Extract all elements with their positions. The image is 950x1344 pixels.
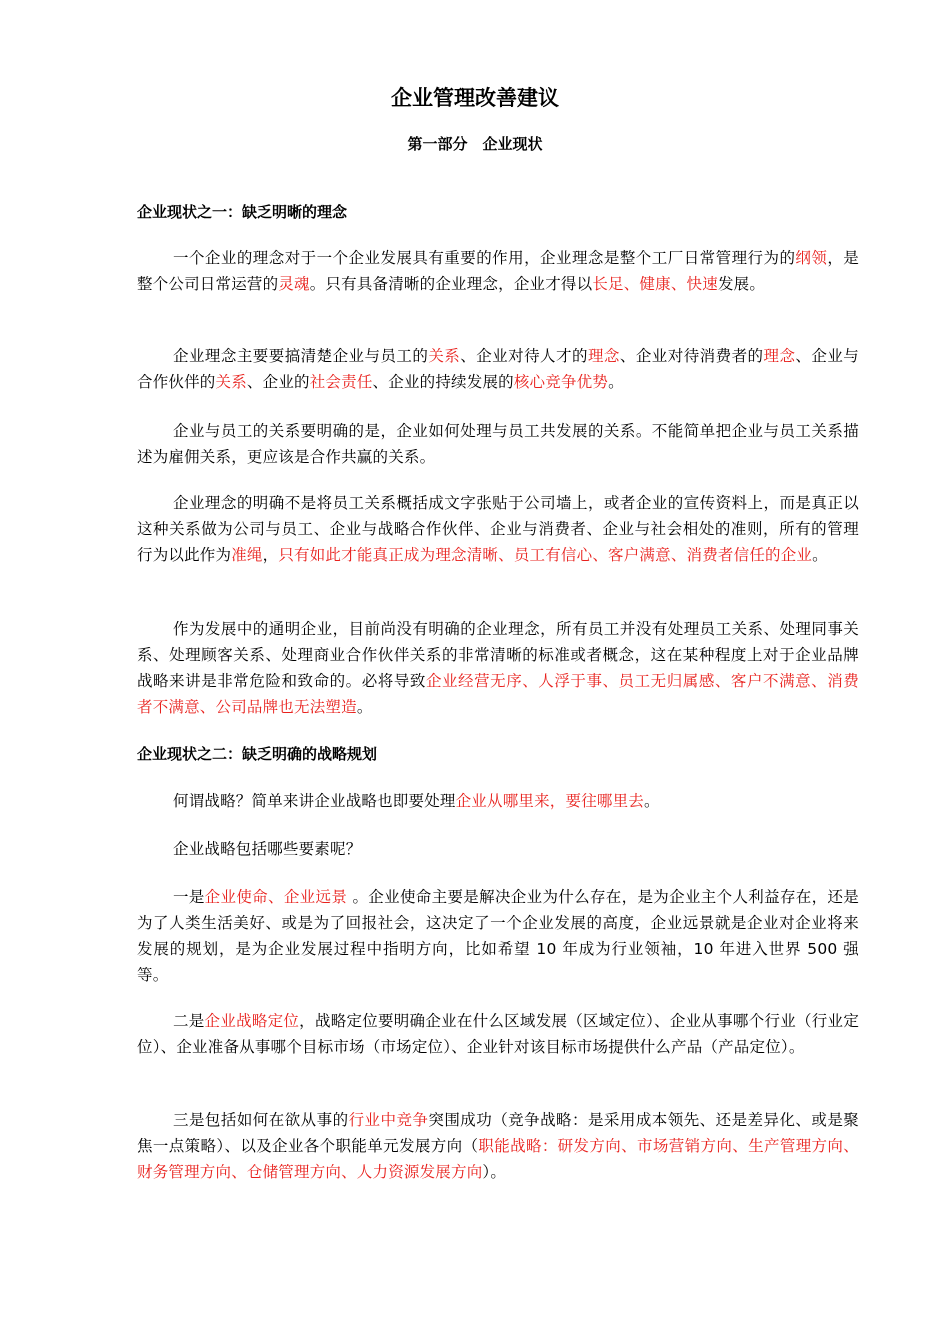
paragraph — [137, 616, 859, 720]
text-segment: 、企业的持续发展的 — [372, 373, 514, 391]
highlighted-text: 只有如此才能真正成为理念清晰、员工有信心、客户满意、消费者信任的企业 — [278, 546, 813, 564]
paragraph — [137, 245, 859, 297]
paragraph — [137, 343, 859, 395]
text-segment: 三是包括如何在欲从事的 — [173, 1111, 349, 1129]
text-segment: ）。 — [482, 1163, 507, 1181]
highlighted-text: 关系 — [215, 373, 247, 391]
highlighted-text: 企业战略定位 — [204, 1012, 300, 1030]
text-segment: ， — [262, 546, 279, 564]
text-segment: 、企业对待消费者的 — [619, 347, 764, 365]
highlighted-text: 灵魂 — [278, 275, 310, 293]
page-title: 企业管理改善建议 — [391, 86, 559, 110]
text-segment: 发展。 — [717, 275, 766, 293]
text-segment: 作为发展中的通明企业，目前尚没有明确的企业理念，所有员工并没有处理员工关系、处理同事关系、处理顾客关系、处理商业合作伙伴关系的非常清晰的标准或者概念，这在某种程度上对于企业品牌战略来讲是非常危险和致命的。必将导致 — [137, 620, 859, 690]
text-segment: 二是 — [173, 1012, 205, 1030]
text-segment: 。只有具备清晰的企业理念，企业才得以 — [309, 275, 593, 293]
part-subtitle: 第一部分 企业现状 — [407, 135, 543, 153]
highlighted-text: 社会责任 — [309, 373, 373, 391]
highlighted-text: 纲领 — [795, 249, 828, 267]
text-segment: 企业理念主要要搞清楚企业与员工的 — [173, 347, 429, 365]
paragraph — [137, 788, 859, 814]
text-segment: 、企业与合作伙伴的 — [137, 347, 859, 391]
text-segment: 企业与员工的关系要明确的是，企业如何处理与员工共发展的关系。不能简单把企业与员工关系描述为雇佣关系，更应该是合作共赢的关系。 — [137, 422, 859, 466]
highlighted-text: 职能战略：研发方向、市场营销方向、生产管理方向、财务管理方向、仓储管理方向、人力资源发展方向 — [137, 1137, 859, 1181]
text-segment: 。 — [812, 546, 828, 564]
highlighted-text: 企业使命、企业远景 — [204, 888, 348, 906]
text-segment: 。 — [356, 698, 373, 716]
highlighted-text: 企业从哪里来，要往哪里去 — [455, 792, 645, 810]
text-segment: 。 — [608, 373, 624, 391]
text-segment: 。 — [644, 792, 660, 810]
highlighted-text: 理念 — [763, 347, 796, 365]
text-segment: 一个企业的理念对于一个企业发展具有重要的作用，企业理念是整个工厂日常管理行为的 — [173, 249, 796, 267]
paragraph — [137, 490, 859, 568]
text-segment: 何谓战略？简单来讲企业战略也即要处理 — [173, 792, 456, 810]
paragraph — [137, 1008, 859, 1060]
text-segment: ，是整个公司日常运营的 — [137, 249, 859, 293]
highlighted-text: 准绳 — [231, 546, 263, 564]
text-segment: ，战略定位要明确企业在什么区域发展（区域定位）、企业从事哪个行业（行业定位）、企业准备从事哪个目标市场（市场定位）、企业针对该目标市场提供什么产品（产品定位）。 — [137, 1012, 860, 1056]
text-segment: 企业战略包括哪些要素呢？ — [173, 840, 362, 858]
section-heading-2: 企业现状之二：缺乏明确的战略规划 — [137, 745, 378, 763]
text-segment: 突围成功（竞争战略：是采用成本领先、还是差异化、或是聚焦一点策略）、以及企业各个职能单元发展方向（ — [137, 1111, 859, 1155]
text-segment: 、企业的 — [246, 373, 310, 391]
highlighted-text: 理念 — [587, 347, 620, 365]
highlighted-text: 长足、健康、快速 — [592, 275, 718, 293]
paragraph — [137, 836, 859, 862]
highlighted-text: 关系 — [428, 347, 461, 365]
text-segment: 、企业对待人才的 — [460, 347, 588, 365]
section-heading-1: 企业现状之一：缺乏明晰的理念 — [137, 203, 348, 221]
paragraph — [137, 884, 859, 988]
paragraph — [137, 418, 859, 470]
paragraph — [137, 1107, 859, 1185]
text-segment: 。企业使命主要是解决企业为什么存在，是为企业主个人利益存在，还是为了人类生活美好、或是为了回报社会，这决定了一个企业发展的高度，企业远景就是企业对企业将来发展的规划，是为企业发展过程中指明方向，比如希望 10 年成为行业领袖，10 年进入世界 500 强等。 — [137, 888, 859, 984]
highlighted-text: 核心竞争优势 — [513, 373, 609, 391]
text-segment: 一是 — [173, 888, 205, 906]
text-segment: 企业理念的明确不是将员工关系概括成文字张贴于公司墙上，或者企业的宣传资料上，而是真正以这种关系做为公司与员工、企业与战略合作伙伴、企业与消费者、企业与社会相处的准则，所有的管理行为以此作为 — [137, 494, 859, 564]
highlighted-text: 企业经营无序、人浮于事、员工无归属感、客户不满意、消费者不满意、公司品牌也无法塑造 — [137, 672, 859, 716]
highlighted-text: 行业中竞争 — [348, 1111, 429, 1129]
